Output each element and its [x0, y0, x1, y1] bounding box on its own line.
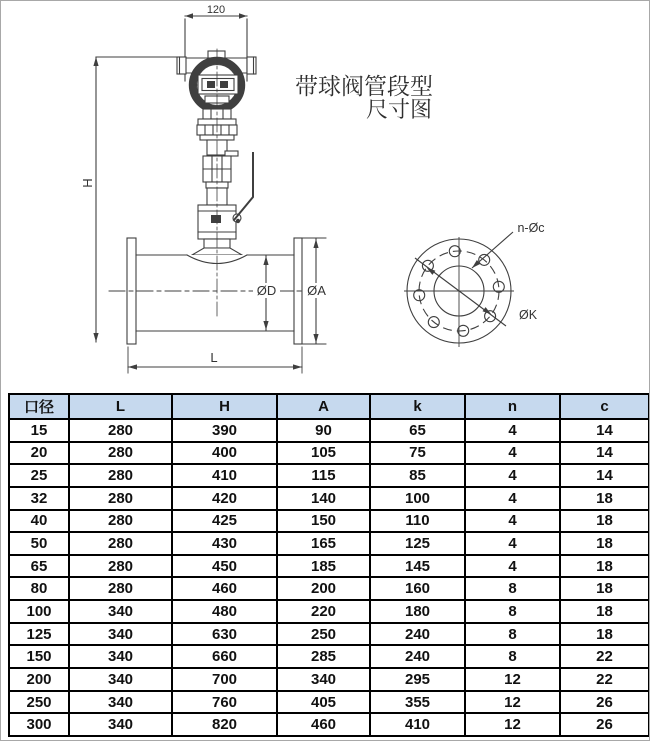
table-cell: 250: [277, 623, 370, 646]
table-cell: 4: [465, 532, 560, 555]
table-cell: 8: [465, 623, 560, 646]
column-header: L: [69, 394, 172, 419]
table-cell: 90: [277, 419, 370, 442]
table-cell: 105: [277, 442, 370, 465]
table-cell: 18: [560, 577, 649, 600]
table-cell: 340: [277, 668, 370, 691]
table-cell: 14: [560, 464, 649, 487]
table-cell: 145: [370, 555, 465, 578]
table-cell: 420: [172, 487, 277, 510]
table-row: [9, 442, 649, 465]
table-cell: 22: [560, 668, 649, 691]
table-row: [9, 668, 649, 691]
table-cell: 280: [69, 464, 172, 487]
table-cell: 15: [9, 419, 69, 442]
table-cell: 425: [172, 510, 277, 533]
table-cell: 340: [69, 645, 172, 668]
table-cell: 430: [172, 532, 277, 555]
drawing-title-line2: 尺寸图: [365, 97, 433, 122]
table-cell: 660: [172, 645, 277, 668]
table-cell: 340: [69, 600, 172, 623]
dim-H: [93, 57, 185, 342]
table-row: [9, 510, 649, 533]
table-cell: 80: [9, 577, 69, 600]
dim-120-label: 120: [206, 4, 226, 16]
table-cell: 75: [370, 442, 465, 465]
table-cell: 125: [370, 532, 465, 555]
table-cell: 18: [560, 532, 649, 555]
table-cell: 295: [370, 668, 465, 691]
table-row: [9, 577, 649, 600]
table-cell: 125: [9, 623, 69, 646]
column-header: n: [465, 394, 560, 419]
dim-H-label: H: [80, 178, 95, 188]
valve-stem-assembly: [187, 109, 253, 264]
table-cell: 340: [69, 691, 172, 714]
table-cell: 150: [9, 645, 69, 668]
column-header: c: [560, 394, 649, 419]
table-cell: 280: [69, 442, 172, 465]
dim-A-label: ØA: [307, 283, 326, 298]
table-cell: 4: [465, 419, 560, 442]
table-cell: 410: [172, 464, 277, 487]
table-row: [9, 419, 649, 442]
table-cell: 12: [465, 668, 560, 691]
table-cell: 340: [69, 713, 172, 736]
table-header-row: [9, 394, 649, 419]
table-row: [9, 691, 649, 714]
table-cell: 50: [9, 532, 69, 555]
table-cell: 240: [370, 623, 465, 646]
table-cell: 14: [560, 419, 649, 442]
table-cell: 280: [69, 419, 172, 442]
table-cell: 22: [560, 645, 649, 668]
table-cell: 14: [560, 442, 649, 465]
technical-drawing: [1, 1, 650, 393]
table-cell: 280: [69, 487, 172, 510]
table-cell: 4: [465, 487, 560, 510]
column-header: k: [370, 394, 465, 419]
table-cell: 8: [465, 577, 560, 600]
table-cell: 65: [370, 419, 465, 442]
table-cell: 340: [69, 623, 172, 646]
table-cell: 115: [277, 464, 370, 487]
table-cell: 450: [172, 555, 277, 578]
drawing-title-line1: 带球阀管段型: [295, 73, 433, 99]
table-cell: 300: [9, 713, 69, 736]
table-cell: 12: [465, 713, 560, 736]
valve-handle: [234, 153, 253, 220]
column-header: 口径: [9, 394, 69, 419]
column-header: H: [172, 394, 277, 419]
dimension-table: [8, 393, 650, 737]
table-cell: 390: [172, 419, 277, 442]
table-cell: 220: [277, 600, 370, 623]
transmitter-head: [177, 51, 256, 113]
table-cell: 250: [9, 691, 69, 714]
table-cell: 26: [560, 691, 649, 714]
table-cell: 40: [9, 510, 69, 533]
leader-n-c: [472, 232, 513, 268]
table-cell: 400: [172, 442, 277, 465]
table-cell: 4: [465, 442, 560, 465]
table-cell: 760: [172, 691, 277, 714]
table-cell: 200: [277, 577, 370, 600]
bolt-circle-label: ØK: [518, 308, 538, 322]
table-cell: 700: [172, 668, 277, 691]
table-cell: 100: [9, 600, 69, 623]
table-cell: 18: [560, 510, 649, 533]
table-cell: 355: [370, 691, 465, 714]
table-cell: 460: [277, 713, 370, 736]
table-cell: 32: [9, 487, 69, 510]
table-cell: 110: [370, 510, 465, 533]
table-row: [9, 623, 649, 646]
table-cell: 285: [277, 645, 370, 668]
flowmeter-front-view: [93, 13, 333, 373]
table-cell: 405: [277, 691, 370, 714]
table-cell: 18: [560, 623, 649, 646]
table-cell: 630: [172, 623, 277, 646]
flange-face-view: [404, 232, 514, 347]
table-row: [9, 600, 649, 623]
dim-L-label: L: [210, 350, 218, 365]
table-cell: 12: [465, 691, 560, 714]
table-cell: 20: [9, 442, 69, 465]
table-row: [9, 487, 649, 510]
table-cell: 150: [277, 510, 370, 533]
table-cell: 85: [370, 464, 465, 487]
bolt-holes-label: n-Øc: [517, 221, 545, 235]
table-cell: 100: [370, 487, 465, 510]
table-cell: 240: [370, 645, 465, 668]
table-row: [9, 532, 649, 555]
column-header: A: [277, 394, 370, 419]
table-cell: 165: [277, 532, 370, 555]
table-cell: 410: [370, 713, 465, 736]
table-cell: 18: [560, 555, 649, 578]
table-cell: 160: [370, 577, 465, 600]
table-cell: 140: [277, 487, 370, 510]
table-cell: 18: [560, 487, 649, 510]
table-cell: 4: [465, 510, 560, 533]
table-cell: 280: [69, 532, 172, 555]
table-row: [9, 713, 649, 736]
table-cell: 25: [9, 464, 69, 487]
table-cell: 460: [172, 577, 277, 600]
table-cell: 4: [465, 555, 560, 578]
table-cell: 480: [172, 600, 277, 623]
table-row: [9, 464, 649, 487]
table-cell: 820: [172, 713, 277, 736]
table-row: [9, 555, 649, 578]
table-cell: 180: [370, 600, 465, 623]
table-cell: 280: [69, 555, 172, 578]
table-cell: 185: [277, 555, 370, 578]
table-cell: 340: [69, 668, 172, 691]
table-cell: 8: [465, 645, 560, 668]
table-cell: 8: [465, 600, 560, 623]
table-cell: 200: [9, 668, 69, 691]
table-cell: 280: [69, 510, 172, 533]
table-cell: 4: [465, 464, 560, 487]
table-row: [9, 645, 649, 668]
table-cell: 280: [69, 577, 172, 600]
dim-D-label: ØD: [256, 283, 277, 298]
table-cell: 65: [9, 555, 69, 578]
table-cell: 26: [560, 713, 649, 736]
table-cell: 18: [560, 600, 649, 623]
